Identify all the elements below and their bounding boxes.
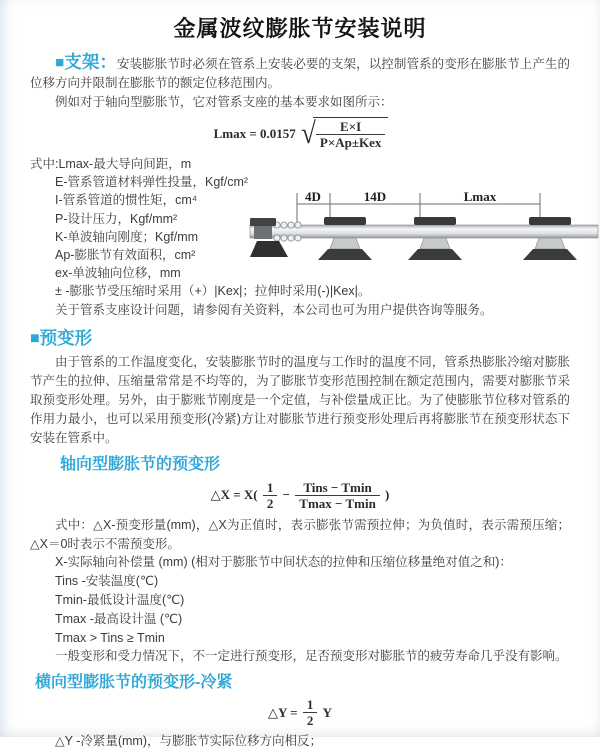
- formula-lhs: Lmax = 0.0157: [213, 125, 296, 141]
- pipe: [250, 225, 598, 238]
- definitions-and-diagram: [30, 155, 570, 319]
- formula-lhs: △X = X(: [210, 487, 258, 503]
- lateral-note: △Y -冷紧量(mm)，与膨胀节实际位移方向相反；: [55, 734, 323, 749]
- lateral-subheading: 横向型膨胀节的预变形-冷紧: [35, 674, 233, 692]
- dim-label-4d: 4D: [305, 189, 321, 204]
- pipe-guide-support: [408, 217, 462, 260]
- sqrt-radical-icon: √: [301, 116, 316, 150]
- support-section-heading: 支架：: [64, 52, 117, 72]
- definition-line: P-设计压力，Kgf/mm²: [55, 211, 178, 226]
- definition-line: E-管系管道材料弹性投量，Kgf/cm²: [55, 175, 249, 190]
- predeform-heading-text: 预变形: [39, 327, 93, 348]
- axial-note: Tmax -最高设计温 (℃): [55, 611, 183, 626]
- page-title: 金属波纹膨胀节安装说明: [173, 16, 427, 41]
- definition-line: ex-单波轴向位移，mm: [55, 266, 181, 281]
- formula-denominator: P×Ap±Kex: [316, 134, 385, 150]
- formula-numerator: E×I: [340, 119, 362, 134]
- minus-operator: −: [282, 487, 291, 503]
- consulting-note: 关于管系支座设计问题，请参阅有关资料，本公司也可为用户提供咨询等服务。: [55, 302, 493, 317]
- formula-lhs: △Y =: [268, 704, 298, 720]
- support-intro-paragraph: [30, 53, 570, 93]
- lateral-predeform-formula: [30, 697, 570, 728]
- pipe-support-diagram: [250, 186, 598, 281]
- definition-line: 式中:Lmax-最大导向间距，m: [30, 157, 192, 171]
- pipe-guide-support: [318, 217, 372, 260]
- axial-note: X-实际轴向补偿量 (mm) (相对于膨胀节中间状态的拉伸和压缩位移量绝对值之和)：: [55, 555, 512, 570]
- axial-note: 式中：△X-预变形量(mm)，△X为正值时，表示膨张节需预拉伸；为负值时，表示需预压缩；△X＝0时表示不需预变形。: [30, 517, 570, 551]
- pipe-guide-support: [523, 217, 577, 260]
- support-intro-text: 安装膨胀节时必须在管系上安装必要的支架，以控制管系的变形在膨胀节上产生的位移方向并限制在膨胀节的额定位移范围内。: [30, 57, 570, 90]
- formula-rhs: Y: [322, 704, 332, 720]
- lmax-formula: [30, 117, 570, 150]
- predeform-section-heading: [30, 327, 570, 350]
- closing-paren: ): [385, 487, 390, 503]
- section-square-icon: ■: [30, 329, 40, 347]
- plus-minus-note: ± -膨胀节受压缩时采用（+）|Kex|；拉伸时采用(-)|Kex|。: [55, 284, 371, 299]
- dim-label-lmax: Lmax: [463, 189, 497, 204]
- definition-line: K-单波轴向刚度；Kgf/mm: [55, 229, 199, 244]
- temperature-fraction: $\frac{\text{Tins − Tmin}}{Tmax - Tmin}$: [295, 480, 380, 511]
- predeform-body: 由于管系的工作温度变化，安装膨胀节时的温度与工作时的温度不同，管系热膨胀冷缩对膨胀节产生的拉伸、压缩量常常是不均等的，为了膨胀节变形范围控制在额定范围内，需要对膨胀节采取预变形处理。另外，由于膨账节刚度是一个定值，与补偿量成正比。为了使膨胀节位移对管系的作用力最小，也可以采用预变形(冷紧)方让对膨胀节进行预变形处理后再将膨胀节在预变形状态下安装在管系中。: [30, 354, 570, 445]
- axial-note: Tins -安装温度(℃): [55, 574, 159, 589]
- half-fraction: $\frac{1}{2}$: [263, 480, 278, 511]
- definition-line: I-管系管道的惯性矩，cm⁴: [55, 193, 198, 208]
- section-square-icon: ■: [55, 54, 65, 71]
- dim-label-14d: 14D: [363, 189, 387, 204]
- sqrt-body: [313, 117, 388, 150]
- axial-predeform-formula: [30, 480, 570, 511]
- axial-note: Tmin-最低设计温度(℃): [55, 593, 185, 608]
- axial-note: Tmax > Tins ≥ Tmin: [55, 630, 165, 645]
- axial-subheading: 轴向型膨胀节的预变形: [60, 455, 221, 473]
- axial-note: 一般变形和受力情况下，不一定进行预变形，足否预变形对膨胀节的疲劳寿命几乎没有影响。: [55, 649, 568, 664]
- definition-line: Ap-膨胀节有效面积，cm²: [55, 248, 196, 263]
- dimension-labels: [302, 189, 503, 204]
- support-example-line: 例如对于轴向型膨胀节，它对管系支座的基本要求如图所示：: [55, 95, 393, 109]
- half-fraction: $\frac{1}{2}$: [303, 697, 318, 728]
